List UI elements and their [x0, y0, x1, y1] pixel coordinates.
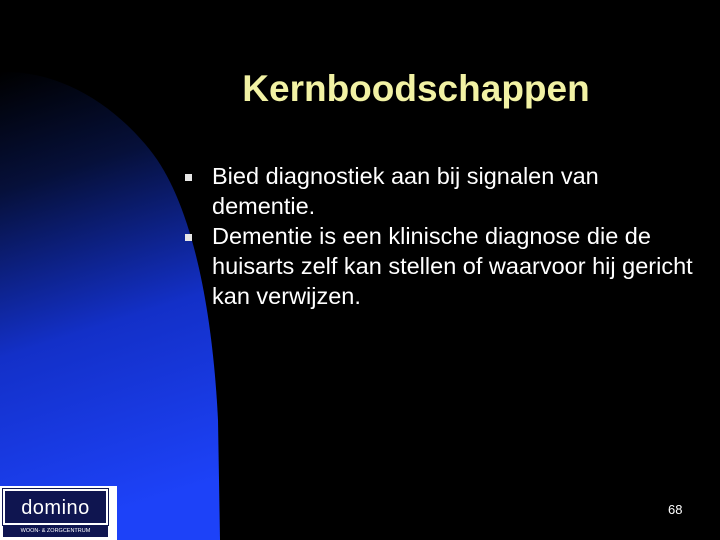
domino-logo	[0, 486, 117, 540]
slide-title: Kernboodschappen	[242, 68, 590, 109]
logo-subtitle: WOON- & ZORGCENTRUM	[3, 526, 108, 537]
bullet-text-2: Dementie is een klinische diagnose die de huisarts zelf kan stellen of waarvoor hij gericht kan verwijzen.	[212, 223, 693, 309]
square-bullet-icon	[185, 174, 192, 181]
logo-wordmark: domino	[21, 497, 90, 519]
logo-box	[3, 489, 108, 525]
bullet-item-1	[183, 161, 703, 221]
square-bullet-icon	[185, 234, 192, 241]
bullet-text-1: Bied diagnostiek aan bij signalen van dementie.	[212, 163, 599, 219]
bullet-list	[183, 161, 703, 311]
bullet-item-2	[183, 221, 703, 311]
page-number: 68	[668, 502, 683, 517]
